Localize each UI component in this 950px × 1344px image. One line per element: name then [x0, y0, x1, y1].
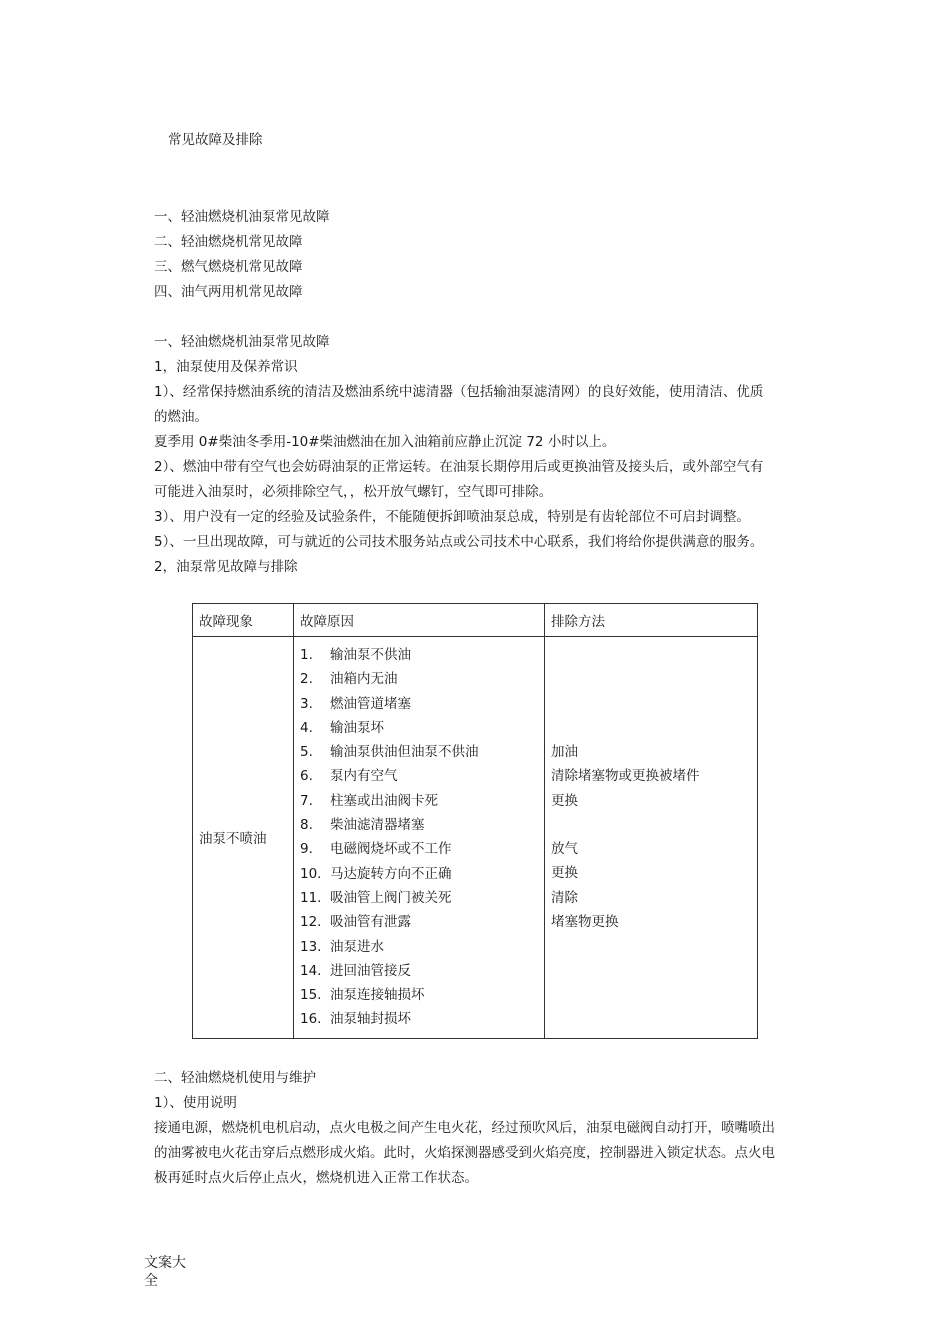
cause-item [300, 959, 538, 983]
cause-item [300, 692, 538, 716]
cause-number: 13. [300, 938, 322, 955]
cause-number: 8. [300, 817, 313, 834]
cause-number: 3. [300, 695, 313, 712]
cause-number: 15. [300, 987, 322, 1004]
paragraph-line: 夏季用 0#柴油冬季用-10#柴油燃油在加入油箱前应静止沉淀 72 小时以上。 [154, 434, 616, 450]
cause-text: 电磁阀烧坏或不工作 [330, 841, 452, 858]
cause-number: 2. [300, 671, 313, 688]
cause-item [300, 935, 538, 959]
cause-text: 柴油滤清器堵塞 [330, 817, 425, 834]
cause-text: 燃油管道堵塞 [330, 695, 411, 712]
paragraph-line: 极再延时点火后停止点火，燃烧机进入正常工作状态。 [154, 1170, 478, 1186]
section-1 [154, 330, 794, 580]
cause-item [300, 740, 538, 764]
toc-item: 三、燃气燃烧机常见故障 [154, 259, 303, 275]
fix-cell [545, 637, 758, 1039]
fix-item: 放气 [551, 841, 578, 858]
cause-item [300, 886, 538, 910]
subsection-heading: 1，油泵使用及保养常识 [154, 359, 298, 375]
section-2 [154, 1066, 794, 1191]
cause-item [300, 667, 538, 691]
footer-label: 文案大全 [144, 1255, 186, 1289]
section-heading: 一、轻油燃烧机油泵常见故障 [154, 334, 330, 350]
fix-item: 堵塞物更换 [551, 914, 619, 931]
paragraph-line: 可能进入油泵时，必须排除空气，，松开放气螺钉，空气即可排除。 [154, 484, 553, 500]
cause-item [300, 716, 538, 740]
cause-number: 11. [300, 889, 322, 906]
section-heading: 二、轻油燃烧机使用与维护 [154, 1070, 316, 1086]
fix-item [551, 813, 751, 837]
cause-number: 9. [300, 841, 313, 858]
subsection-heading: 2，油泵常见故障与排除 [154, 559, 298, 575]
paragraph-line: 1）、经常保持燃油系统的清洁及燃油系统中滤清器（包括输油泵滤清网）的良好效能，使用清洁、优质 [154, 384, 764, 400]
cause-item [300, 764, 538, 788]
fix-item: 加油 [551, 744, 578, 760]
cause-item [300, 789, 538, 813]
cause-number: 1. [300, 647, 313, 663]
cause-text: 油泵进水 [330, 938, 384, 955]
cause-number: 5. [300, 744, 313, 761]
header-symptom: 故障现象 [193, 604, 294, 637]
cause-text: 进回油管接反 [330, 962, 411, 979]
cause-number: 12. [300, 914, 322, 931]
paragraph-line: 5）、一旦出现故障，可与就近的公司技术服务站点或公司技术中心联系，我们将给你提供满意的服务。 [154, 534, 764, 550]
cause-item [300, 1007, 538, 1031]
toc-item: 二、轻油燃烧机常见故障 [154, 234, 303, 250]
cause-item [300, 643, 538, 667]
toc-item: 四、油气两用机常见故障 [154, 284, 303, 300]
cause-text: 柱塞或出油阀卡死 [330, 792, 438, 809]
cause-number: 7. [300, 792, 313, 809]
table-header-row [193, 604, 758, 637]
toc-item: 一、轻油燃烧机油泵常见故障 [154, 209, 330, 225]
cause-text: 吸油管有泄露 [330, 914, 411, 931]
cause-list [300, 637, 538, 1038]
cause-text: 输油泵供油但油泵不供油 [330, 744, 479, 761]
subsection-heading: 1）、使用说明 [154, 1095, 237, 1111]
fault-table [192, 603, 758, 1039]
cause-number: 10. [300, 865, 322, 882]
cause-number: 14. [300, 962, 322, 979]
cause-item [300, 813, 538, 837]
cause-text: 油泵轴封损坏 [330, 1011, 411, 1028]
header-fix: 排除方法 [545, 604, 758, 637]
cause-number: 4. [300, 719, 313, 736]
cause-number: 16. [300, 1011, 322, 1028]
paragraph-line: 接通电源，燃烧机电机启动，点火电极之间产生电火花，经过预吹风后，油泵电磁阀自动打开，喷嘴喷出 [154, 1120, 775, 1136]
fix-list [551, 637, 751, 934]
paragraph-line: 的燃油。 [154, 409, 208, 425]
document-title: 常见故障及排除 [168, 132, 263, 148]
cause-cell [294, 637, 545, 1039]
paragraph-line: 2）、燃油中带有空气也会妨碍油泵的正常运转。在油泵长期停用后或更换油管及接头后，或外部空气有 [154, 459, 764, 475]
header-cause: 故障原因 [294, 604, 545, 637]
cause-text: 油泵连接轴损坏 [330, 987, 425, 1004]
cause-text: 泵内有空气 [330, 768, 398, 785]
cause-item [300, 983, 538, 1007]
paragraph-line: 的油雾被电火花击穿后点燃形成火焰。此时，火焰探测器感受到火焰亮度，控制器进入锁定状态。点火电 [154, 1145, 775, 1161]
cause-text: 油箱内无油 [330, 671, 398, 688]
cause-text: 马达旋转方向不正确 [330, 865, 452, 882]
cause-text: 输油泵不供油 [330, 647, 411, 663]
cause-item [300, 837, 538, 861]
table-of-contents [154, 207, 330, 307]
paragraph-line: 3）、用户没有一定的经验及试验条件，不能随便拆卸喷油泵总成，特别是有齿轮部位不可启封调整。 [154, 509, 750, 525]
table-row [193, 637, 758, 1039]
fix-item: 清除 [551, 889, 578, 906]
symptom-cell: 油泵不喷油 [193, 637, 294, 1039]
fix-item: 清除堵塞物或更换被堵件 [551, 768, 700, 785]
fix-item: 更换 [551, 792, 578, 809]
cause-number: 6. [300, 768, 313, 785]
cause-item [300, 862, 538, 886]
fix-item: 更换 [551, 865, 578, 882]
cause-text: 吸油管上阀门被关死 [330, 889, 452, 906]
cause-text: 输油泵坏 [330, 719, 384, 736]
cause-item [300, 910, 538, 934]
